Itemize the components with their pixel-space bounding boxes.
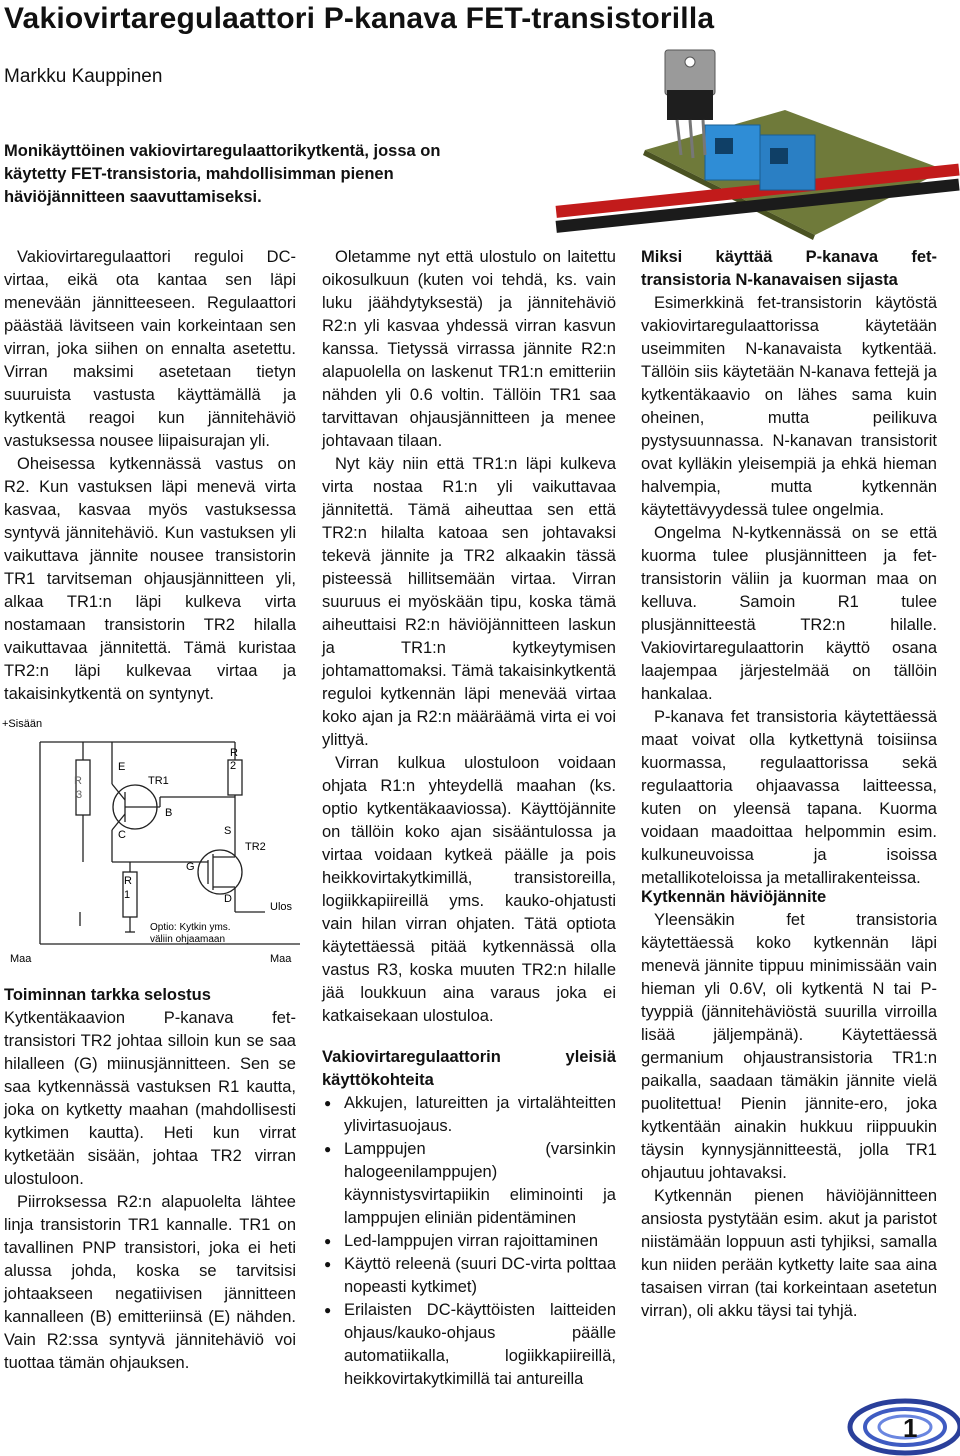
list-item: ● Lamppujen (varsinkin halogeenilamppujen) käynnistysvirtapiikin eliminointi ja lamppujen eliniän pidentäminen xyxy=(344,1138,616,1230)
paragraph: P-kanava fet transistoria käytettäessä maat voivat olla kytkettynä toisiinsa kuormassa, regulaattorissa sekä regulaattoria ohjaavassa laitteessa, kuten on yleensä tapana. Kuorma voidaan maadoittaa helpommin esim. kulkuneuvoissa ja isoissa metallikoteloissa ja metallirakenteissa. xyxy=(641,708,937,887)
section-heading: Miksi käyttää P-kanava fet-transistoria N-kanavaisen sijasta xyxy=(641,248,937,289)
input-label: +Sisään xyxy=(2,718,43,730)
circuit-board-photo xyxy=(555,30,960,240)
emitter-label: E xyxy=(118,761,126,773)
gate-label: G xyxy=(186,861,195,873)
paragraph: Ongelma N-kytkennässä on se että kuorma tulee plusjännitteen ja fet-transistorin väliin ja kuorman maa on kelluva. Samoin R1 tulee plusjännitteestä TR2:n hilalle. Vakiovirtaregulaattorin käyttö osana laajempaa järjestelmää on tällöin hankalaa. xyxy=(641,524,937,703)
paragraph: Yleensäkin fet transistoria käytettäessä koko kytkennän läpi menevä jännite tippuu minimissään vain hieman yli 0.6V, oli kytkentä N tai P-tyyppiä (jännitehäviöstä suurilla virroilla lisää jäljempänä). Käytettäessä germanium ohjaustransistoria TR1:n paikalla, saadaan tämäkin jännite vielä puolitettua! Pienin jännite-ero, joka kytkentään ainakin hukkuu riippuukin täysin kynnysjännitteestä, jolla TR1 ohjautuu johtavaksi. xyxy=(641,911,937,1182)
r2-label: R xyxy=(230,747,238,759)
section-heading: Toiminnan tarkka selostus xyxy=(4,986,211,1004)
list-item: ● Led-lamppujen virran rajoittaminen xyxy=(344,1230,616,1253)
paragraph: Kytkennän pienen häviöjännitteen ansiosta pystytään esim. akut ja paristot niistämään loppuun asti tyhjiksi, samalla kun niiden perään kytketty laite saa aina tasaisen virran (tai korkeintaan asetetun virran), oli akku täysi tai tyhjä. xyxy=(641,1187,937,1320)
circuit-diagram xyxy=(0,712,300,977)
paragraph: Esimerkkinä fet-transistorin käytöstä vakiovirtaregulaattorissa käytetään useimmiten N-kanavaista kytkentää. Tällöin siis käytetään N-kanava fettejä ja kytkentäkaavio on lähes sama kuin oheinen, mutta peilikuva pystysuunnassa. N-kanavan transistorit ovat kylläkin yleisempiä ja ehkä hieman halvempia, mutta kytkennän käytettävyydessä tulee ongelmia. xyxy=(641,294,937,519)
list-item: ● Käyttö releenä (suuri DC-virta polttaa nopeasti kytkimet) xyxy=(344,1253,616,1299)
collector-label: C xyxy=(118,829,126,841)
section-heading: Kytkennän häviöjännite xyxy=(641,888,827,906)
tr2-label: TR2 xyxy=(245,841,266,853)
section-heading: Vakiovirtaregulaattorin yleisiä käyttökohteita xyxy=(322,1048,616,1089)
tr1-label: TR1 xyxy=(148,775,169,787)
ground-label-right: Maa xyxy=(270,953,292,965)
source-label: S xyxy=(224,825,232,837)
column-1-bottom xyxy=(4,984,296,1375)
paragraph: Nyt käy niin että TR1:n läpi kulkeva virta nostaa R1:n yli vaikuttavaa jännitettä. Tämä aiheuttaa sen että TR2:n hilalta katoaa sen johtavaksi tekevä jännite ja TR2 alkaakin tässä pisteessä hillitsemään virtaa. Virran suuruus ei myöskään tipu, koska tämä aiheuttaisi R2:n häviöjännitteen laskun ja TR1:n kytkeytymisen johtamattomaksi. Tämä takaisinkytkentä reguloi kytkennän läpi menevää virtaa koko ajan ja R2:n määräämä virta ei voi ylittyä. xyxy=(322,455,616,749)
r3-number: 3 xyxy=(76,789,83,801)
list-item: ● Akkujen, latureitten ja virtalähteitten ylivirtasuojaus. xyxy=(344,1092,616,1138)
lead-paragraph: Monikäyttöinen vakiovirtaregulaattorikytkentä, jossa on käytetty FET-transistoria, mahdollisimman pienen häviöjännitteen saavuttamiseksi. xyxy=(4,142,441,206)
column-3 xyxy=(641,246,937,890)
base-label: B xyxy=(165,807,173,819)
paragraph: Piirroksessa R2:n alapuolelta lähtee linja transistorin TR1 kannalle. TR1 on tavallinen PNP transistori, joka ei heti alussa johda, koska se tarvitsisi johtaakseen negatiivisen jännitteen kannalleen (B) emitteriinsä (E) nähden. Vain R2:ssa syntyvä jännitehäviö voi tuottaa tämän ohjauksen. xyxy=(4,1193,296,1372)
r1-number: 1 xyxy=(124,889,131,901)
paragraph: Vakiovirtaregulaattori reguloi DC-virtaa, eikä ota kantaa sen läpi menevään jännitteeseen. Regulaattori päästää lävitseen vain korkeintaan sen virran, joka siihen on ennalta asetettu. Virran maksimi asetetaan tietyn suuruista vastusta käyttämällä ja kytkentä reagoi kun jännitehäviö vastuksessa nousee liipaisurajan yli. xyxy=(4,248,296,450)
paragraph: Oheisessa kytkennässä vastus on R2. Kun vastuksen läpi menevä virta kasvaa, kasvaa myös vastuksessa syntyvä jännitehäviö. Kun vastuksen yli vaikuttava jännite nousee transistorin TR1 tarvitseman ohjausjännitteen yli, alkaa TR1:n läpi kulkeva virta nostamaan transistorin TR2 hilalla vaikuttavaa jännitettä. Tämä kuristaa TR2:n läpi kulkevaa virtaa ja takaisinkytkentä on syntynyt. xyxy=(4,455,296,703)
page-number: 1 xyxy=(903,1413,918,1443)
column-2-bottom xyxy=(322,1046,616,1391)
output-label: Ulos xyxy=(270,901,293,913)
r2-number: 2 xyxy=(230,760,237,772)
ground-label-left: Maa xyxy=(10,953,32,965)
paragraph: Kytkentäkaavion P-kanava fet-transistori TR2 johtaa silloin kun se saa hilalleen (G) miinusjännitteen. Sen se saa kytkennässä vastuksen R1 kautta, joka on kytketty maahan (mahdollisesti kytkimen kautta). Heti kun virrat kytketään sisään, johtaa TR2 virran ulostuloon. xyxy=(4,1009,296,1188)
column-1 xyxy=(4,246,296,706)
r3-label: R xyxy=(74,775,82,787)
list-item: ● Erilaisten DC-käyttöisten laitteiden ohjaus/kauko-ohjaus päälle automatiikalla, logiikkapiireillä, heikkovirtakytkimillä tai antureilla xyxy=(344,1299,616,1391)
publisher-logo xyxy=(845,1395,960,1456)
column-3-bottom xyxy=(641,886,937,1323)
r1-label: R xyxy=(124,875,132,887)
option-note-2: väliin ohjaamaan xyxy=(150,934,226,945)
paragraph: Virran kulkua ulostuloon voidaan ohjata R1:n yhteydellä maahan (ks. optio kytkentäkaaviossa). Käyttöjännite on tällöin koko ajan sisääntulossa ja virtaa voidaan kytkeä päälle ja pois heikkovirtakytkimillä, transistoreilla, logiikkapiireillä yms. kauko-ohjatusti vain hilan virran ohjaten. Tätä optiota käytettäessä pitää kytkennässä olla vastus R3, koska muuten TR2:n hilalle jää loukkuun aina varaus joka ei katkaisekaan ulostuloa. xyxy=(322,754,616,1025)
option-note: Optio: Kytkin yms. xyxy=(150,922,231,933)
drain-label: D xyxy=(224,893,232,905)
author: Markku Kauppinen xyxy=(4,66,163,87)
page-title: Vakiovirtaregulaattori P-kanava FET-transistorilla xyxy=(4,2,715,35)
use-case-list xyxy=(322,1092,616,1391)
column-2 xyxy=(322,246,616,1028)
paragraph: Oletamme nyt että ulostulo on laitettu oikosulkuun (kuten voi tehdä, ks. vain luku jäähdytyksestä) ja jännitehäviö R2:n yli kasvaa yhdessä virran kasvun kanssa. Tietyssä virrassa jännite R2:n alapuolella on laskenut TR1:n emitteriin nähden yli 0.6 voltin. Tällöin TR1 saa tarvittavan ohjausjännitteen ja menee johtavaan tilaan. xyxy=(322,248,616,450)
